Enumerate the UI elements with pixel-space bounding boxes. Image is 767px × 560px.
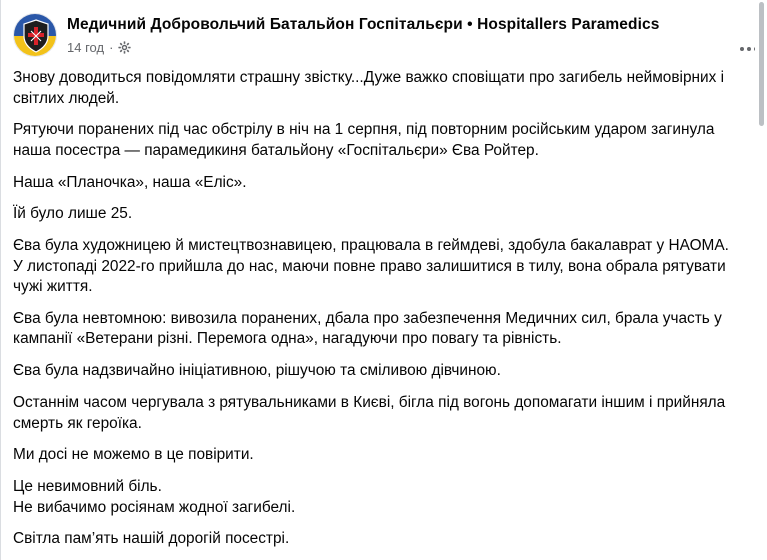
page-name[interactable]: Медичний Добровольчий Батальйон Госпітальєри • Hospitallers Paramedics (67, 16, 660, 33)
post-header (13, 13, 733, 59)
scrollbar-thumb[interactable] (759, 2, 764, 126)
gear-icon[interactable] (118, 41, 131, 54)
paragraph: Рятуючи поранених під час обстрілу в ніч на 1 серпня, під повторним російським ударом загинула наша посестра — парамедикиня батальйону «Госпітальєри» Єва Ройтер. (13, 121, 715, 159)
meta-separator: · (109, 40, 114, 55)
post-body (13, 68, 738, 560)
paragraph: Знову доводиться повідомляти страшну звістку...Дуже важко сповіщати про загибель неймовірних і світлих людей. (13, 69, 725, 107)
paragraph: Останнім часом чергувала з рятувальниками в Києві, бігла під вогонь допомагати іншим і прийняла смерть як героїка. (13, 394, 726, 432)
post-timestamp[interactable]: 14 год (67, 40, 105, 55)
paragraph: Єва була художницею й мистецтвознавицею, працювала в геймдеві, здобула бакалаврат у НАОМА. У листопаді 2022-го прийшла до нас, маючи повне право залишитися в тилу, вона обрала рятувати чужі життя. (13, 237, 729, 296)
paragraph: Це невимовний біль. Не вибачимо росіянам жодної загибелі. (13, 478, 296, 516)
paragraph: Світла пам’ять нашій дорогій посестрі. (13, 530, 290, 548)
paragraph: Єва була невтомною: вивозила поранених, дбала про забезпечення Медичних сил, брала участь у кампанії «Ветерани різні. Перемога одна», нагадуючи про повагу та рівність. (13, 309, 722, 348)
paragraph: Ми досі не можемо в це повірити. (13, 446, 254, 464)
more-horizontal-icon (740, 47, 744, 51)
paragraph: Їй було лише 25. (13, 205, 133, 223)
scrollbar[interactable] (755, 0, 767, 560)
page-avatar[interactable] (13, 13, 57, 57)
paragraph: Наша «Планочка», наша «Еліс». (13, 173, 247, 191)
more-horizontal-icon (747, 47, 751, 51)
post-meta (67, 40, 131, 55)
paragraph: Єва була надзвичайно ініціативною, рішучою та сміливою дівчиною. (13, 362, 501, 380)
hospitallers-logo-icon (14, 14, 57, 57)
